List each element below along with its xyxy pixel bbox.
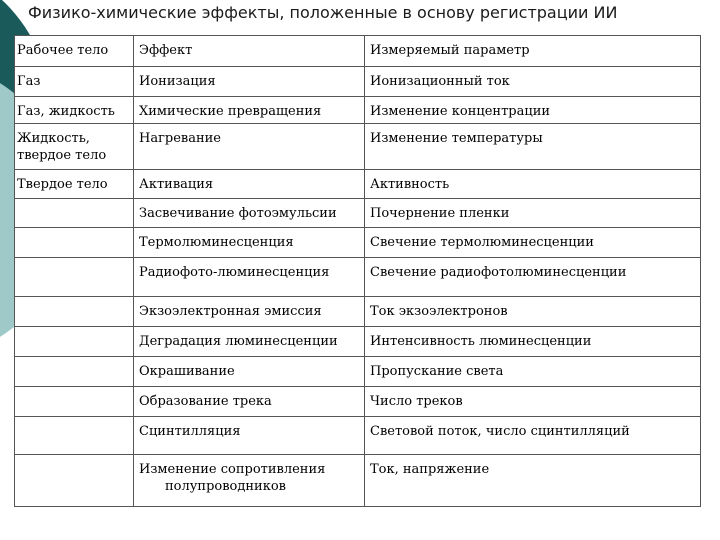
cell-working-body: [15, 327, 134, 357]
table-header-row: [15, 36, 701, 67]
slide-title: Физико-химические эффекты, положенные в основу регистрации ИИ: [28, 3, 618, 22]
cell-effect-line-1: Изменение сопротивления: [139, 462, 326, 477]
cell-working-body: [15, 417, 134, 455]
table-row: [15, 124, 701, 170]
cell-parameter: Ток экзоэлектронов: [365, 297, 701, 327]
cell-effect: Деградация люминесценции: [134, 327, 365, 357]
cell-effect: Активация: [134, 170, 365, 199]
cell-parameter: Ионизационный ток: [365, 67, 701, 97]
cell-working-body: [15, 199, 134, 228]
table-row: [15, 170, 701, 199]
cell-parameter: Пропускание света: [365, 357, 701, 387]
table-row: [15, 297, 701, 327]
cell-parameter: Интенсивность люминесценции: [365, 327, 701, 357]
cell-working-body: [15, 258, 134, 297]
table-row: [15, 97, 701, 124]
cell-effect: Радиофото-люминесценция: [134, 258, 365, 297]
cell-parameter: Ток, напряжение: [365, 455, 701, 507]
cell-effect: Сцинтилляция: [134, 417, 365, 455]
cell-effect: Окрашивание: [134, 357, 365, 387]
cell-parameter: Свечение радиофотолюминесценции: [365, 258, 701, 297]
header-cell-measured-parameter: Измеряемый параметр: [365, 36, 701, 67]
cell-effect: Засвечивание фотоэмульсии: [134, 199, 365, 228]
table-row: [15, 357, 701, 387]
cell-working-body: [15, 297, 134, 327]
cell-parameter: Изменение температуры: [365, 124, 701, 170]
cell-effect: Термолюминесценция: [134, 228, 365, 258]
cell-working-body: [15, 387, 134, 417]
table-row: [15, 67, 701, 97]
table-row: [15, 417, 701, 455]
cell-working-body: [15, 228, 134, 258]
table-row: [15, 228, 701, 258]
cell-working-body: [15, 357, 134, 387]
cell-effect-line-2: полупроводников: [165, 479, 286, 494]
cell-working-body: [15, 455, 134, 507]
table-row: [15, 387, 701, 417]
header-cell-effect: Эффект: [134, 36, 365, 67]
cell-effect: Химические превращения: [134, 97, 365, 124]
cell-effect: Образование трека: [134, 387, 365, 417]
cell-parameter: Световой поток, число сцинтилляций: [365, 417, 701, 455]
cell-parameter: Почернение пленки: [365, 199, 701, 228]
cell-effect: Нагревание: [134, 124, 365, 170]
table-row: [15, 455, 701, 507]
effects-table: [14, 35, 701, 507]
cell-working-body: Жидкость, твердое тело: [15, 124, 134, 170]
cell-working-body: Твердое тело: [15, 170, 134, 199]
cell-parameter: Активность: [365, 170, 701, 199]
cell-parameter: Свечение термолюминесценции: [365, 228, 701, 258]
cell-working-body: Газ: [15, 67, 134, 97]
cell-parameter: Число треков: [365, 387, 701, 417]
cell-effect: Ионизация: [134, 67, 365, 97]
cell-effect: [134, 455, 365, 507]
table-row: [15, 199, 701, 228]
table-row: [15, 258, 701, 297]
header-cell-working-body: Рабочее тело: [15, 36, 134, 67]
cell-working-body: Газ, жидкость: [15, 97, 134, 124]
cell-parameter: Изменение концентрации: [365, 97, 701, 124]
table-row: [15, 327, 701, 357]
cell-effect: Экзоэлектронная эмиссия: [134, 297, 365, 327]
